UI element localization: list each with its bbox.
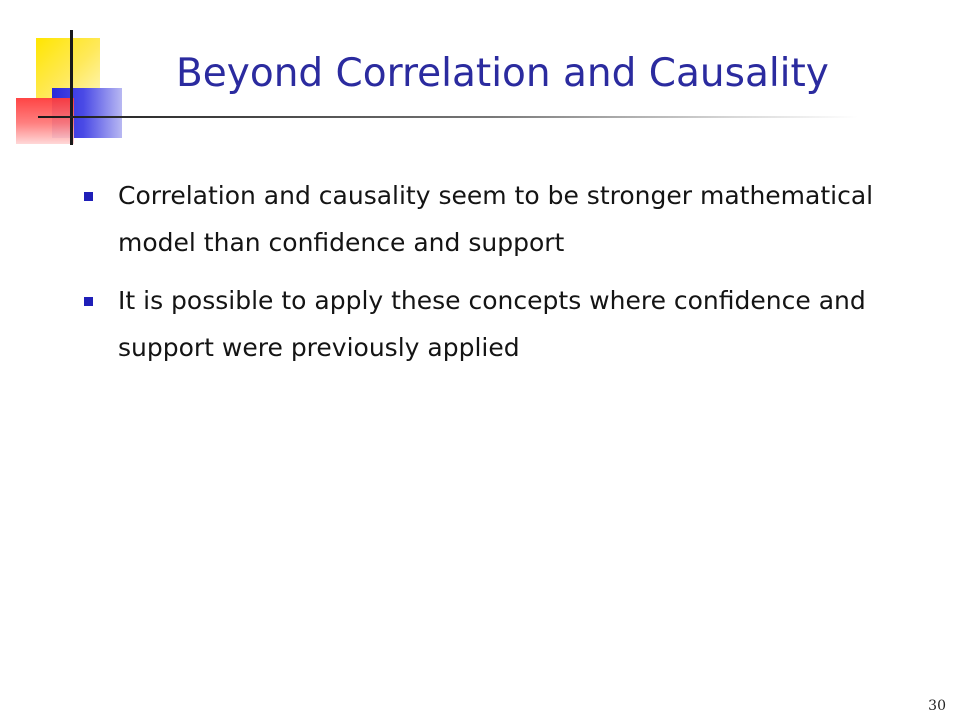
decor-horizontal-rule	[38, 116, 858, 118]
bullet-list	[84, 172, 904, 382]
decor-red-square	[16, 98, 74, 144]
decor-vertical-line	[70, 30, 73, 145]
bullet-item	[84, 277, 904, 371]
bullet-item	[84, 172, 904, 266]
slide-title: Beyond Correlation and Causality	[176, 51, 829, 96]
square-bullet-icon	[84, 192, 93, 201]
bullet-text: Correlation and causality seem to be stronger mathematical model than confidence and support	[118, 181, 874, 257]
bullet-text: It is possible to apply these concepts where confidence and support were previously applied	[118, 286, 866, 362]
square-bullet-icon	[84, 297, 93, 306]
page-number: 30	[928, 698, 946, 714]
